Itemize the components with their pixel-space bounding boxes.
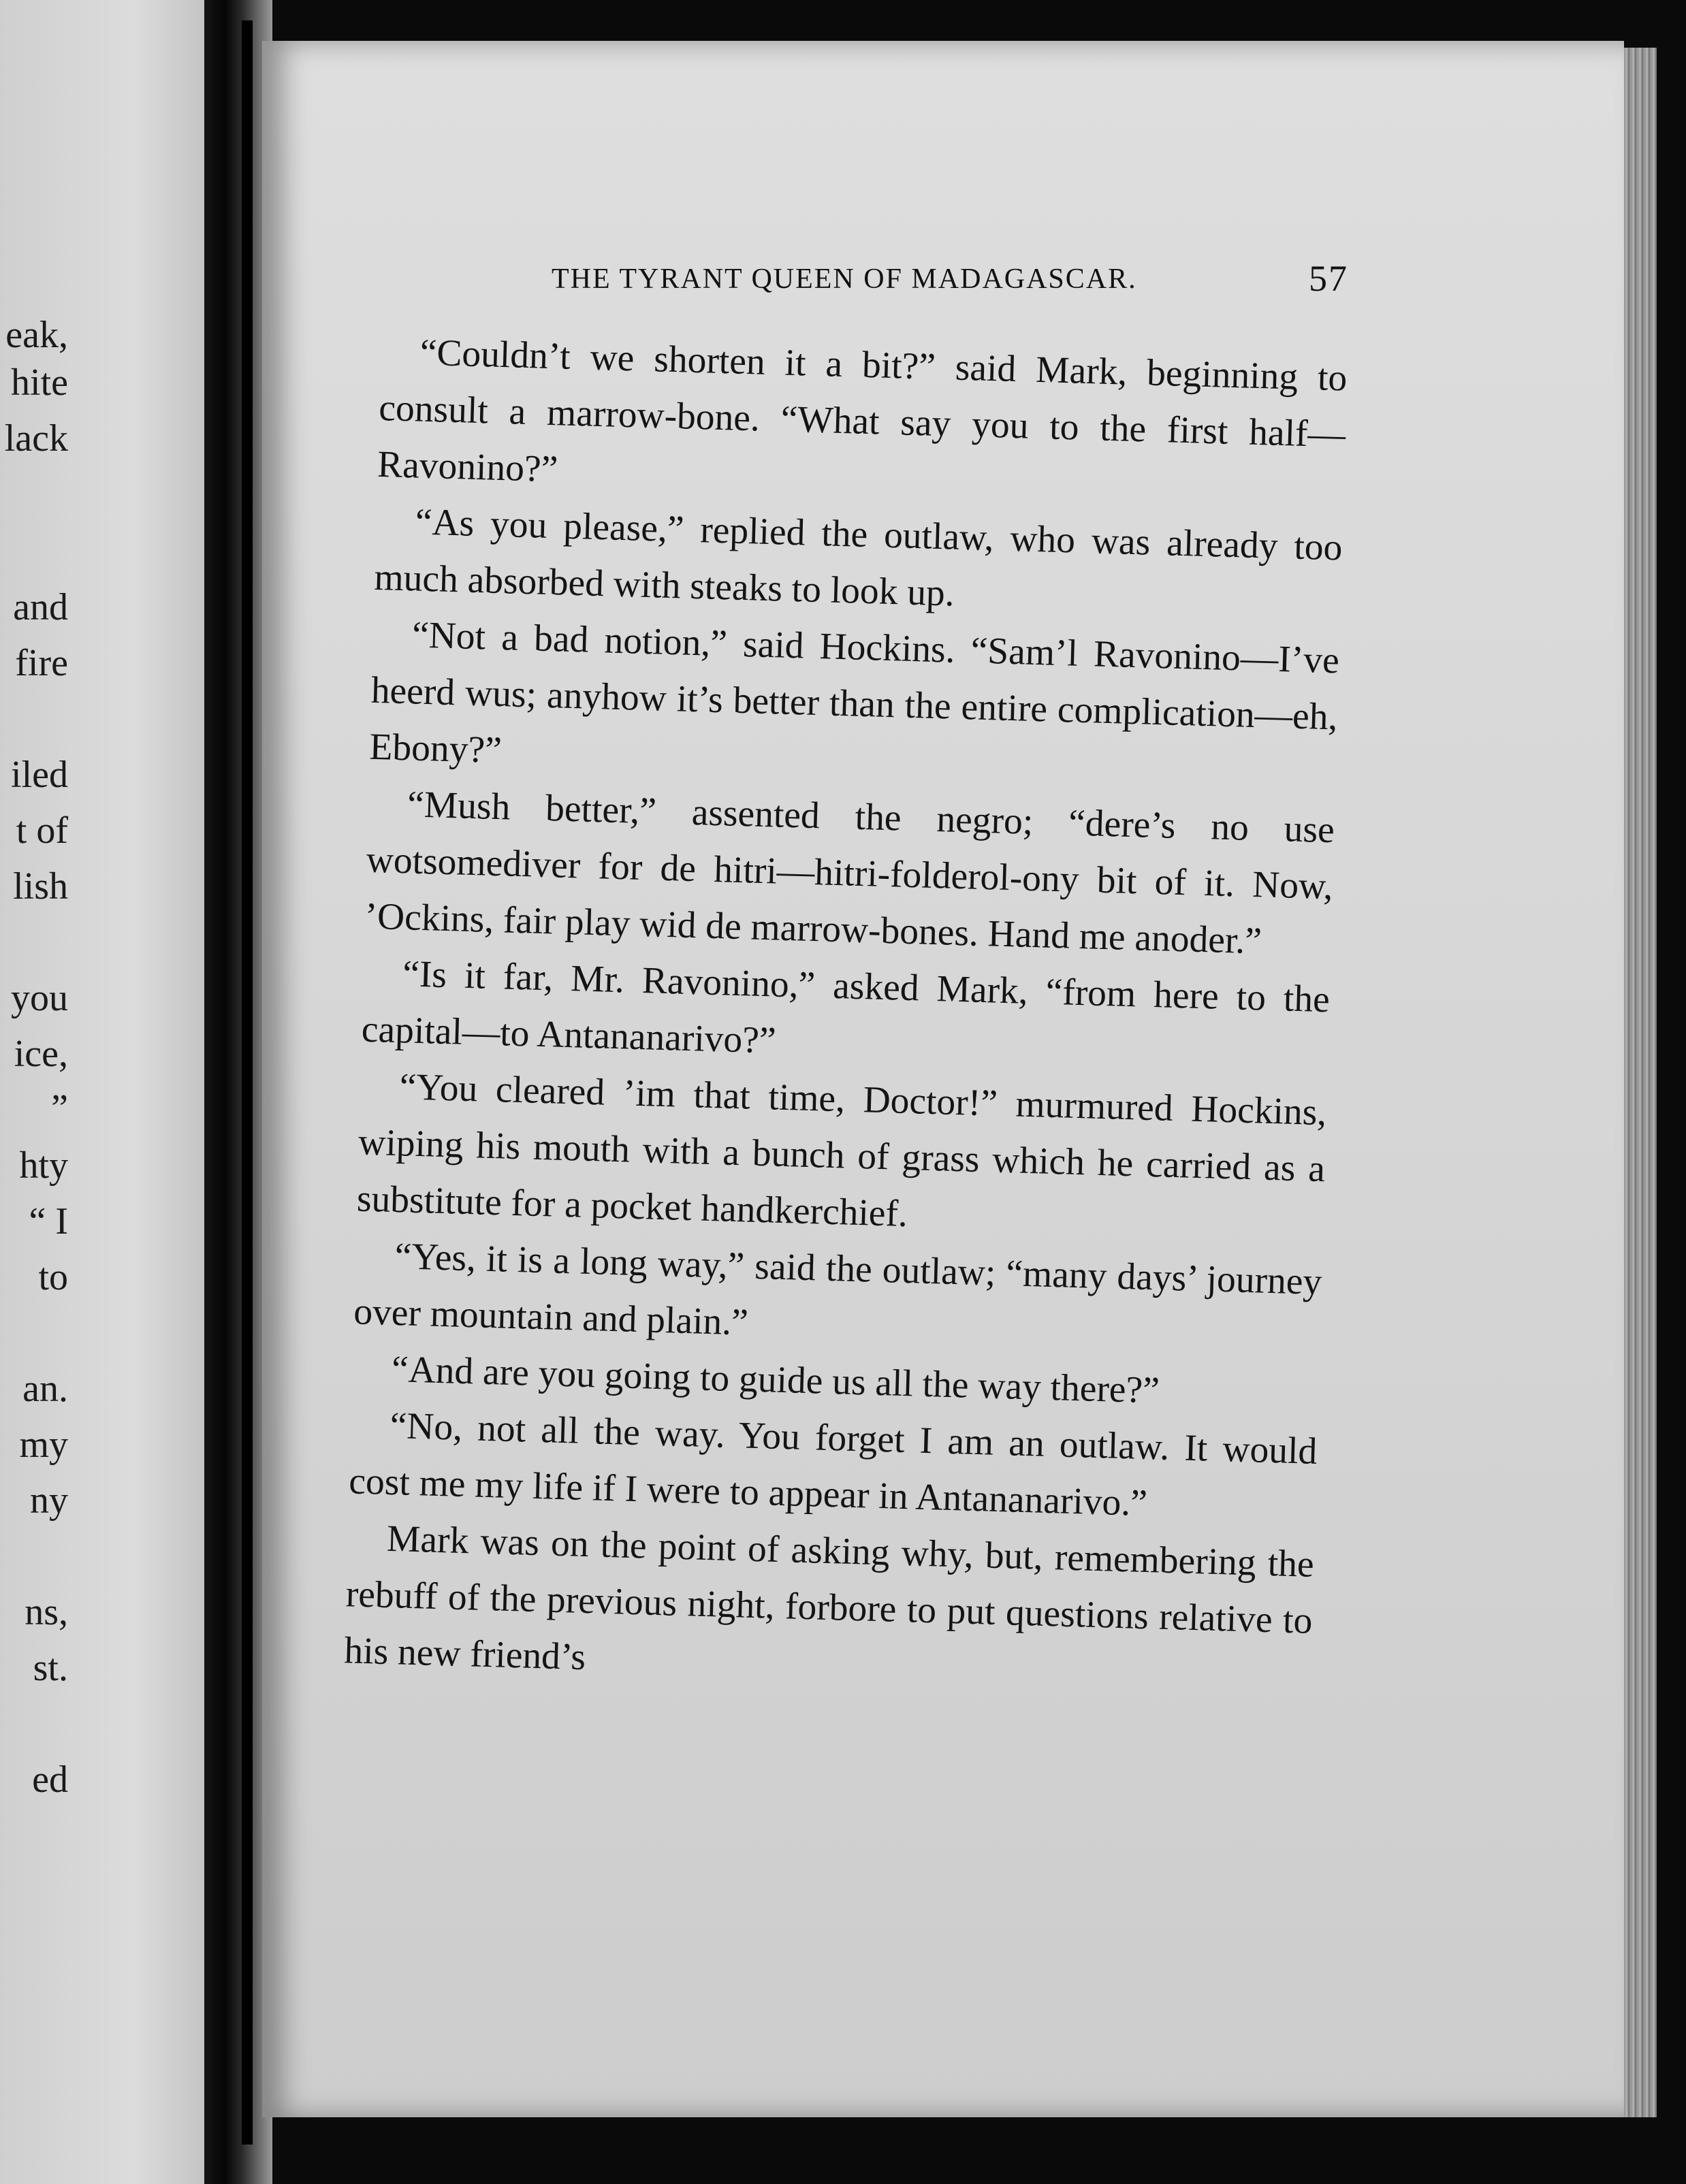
- left-page-text-fragments: [0, 0, 225, 2184]
- left-page: [0, 0, 225, 2184]
- left-fragment: t of: [16, 809, 68, 852]
- left-fragment: iled: [11, 754, 68, 796]
- paragraph: “Yes, it is a long way,” said the outlaw; “many days’ journey over mountain and plain.”: [353, 1236, 1323, 1344]
- paragraph: “No, not all the way. You forget I am an outlaw. It would cost me my life if I were to appear in Antananarivo.”: [348, 1405, 1318, 1525]
- left-fragment: st.: [33, 1647, 68, 1689]
- body-text: [343, 323, 1348, 1706]
- paragraph: “You cleared ’im that time, Doctor!” murmured Hockins, wiping his mouth with a bunch of grass which he carried as a substitute for a pocket handkerchief.: [356, 1066, 1328, 1236]
- paragraph: “Is it far, Mr. Ravonino,” asked Mark, “from here to the capital—to Antananarivo?”: [361, 953, 1331, 1062]
- left-fragment: ”: [51, 1087, 68, 1129]
- paragraph: “Not a bad notion,” said Hockins. “Sam’l Ravonino—I’ve heerd wus; anyhow it’s better than the entire complication—eh, Ebony?”: [368, 614, 1340, 772]
- left-fragment: my: [19, 1424, 68, 1466]
- left-fragment: ed: [32, 1759, 68, 1801]
- paragraph: “As you please,” replied the outlaw, who was already too much absorbed with steaks to look up.: [373, 501, 1343, 615]
- left-fragment: and: [13, 586, 68, 628]
- left-fragment: ns,: [25, 1591, 68, 1633]
- left-fragment: hty: [19, 1144, 68, 1187]
- left-fragment: ny: [30, 1479, 68, 1522]
- binding-shadow-line: [242, 20, 253, 2145]
- page-number: 57: [1309, 258, 1348, 299]
- left-fragment: lish: [13, 865, 68, 908]
- left-fragment: lack: [4, 417, 68, 460]
- left-fragment: fire: [15, 642, 68, 684]
- paragraph: “Couldn’t we shorten it a bit?” said Mark, beginning to consult a marrow-bone. “What say you to the first half—Ravonino?”: [377, 332, 1348, 491]
- left-fragment: ice,: [14, 1033, 68, 1075]
- left-fragment: hite: [11, 362, 68, 404]
- left-fragment: an.: [22, 1368, 68, 1410]
- paragraph: Mark was on the point of asking why, but, remembering the rebuff of the previous night, forbore to put questions relative to his new friend’s: [343, 1517, 1315, 1679]
- left-fragment: “ I: [29, 1200, 68, 1242]
- page-edges: [1624, 48, 1657, 2117]
- paragraph: “Mush better,” assented the negro; “dere’s no use wotsomediver for de hitri—hitri-folderol-ony bit of it. Now, ’Ockins, fair play wid de marrow-bones. Hand me anoder.”: [364, 784, 1335, 963]
- left-fragment: eak,: [5, 314, 68, 356]
- running-header: [552, 257, 1348, 305]
- running-header-title: THE TYRANT QUEEN OF MADAGASCAR.: [552, 263, 1137, 295]
- paragraph: “And are you going to guide us all the way there?”: [391, 1349, 1160, 1412]
- left-fragment: you: [11, 977, 68, 1019]
- left-fragment: to: [38, 1256, 68, 1298]
